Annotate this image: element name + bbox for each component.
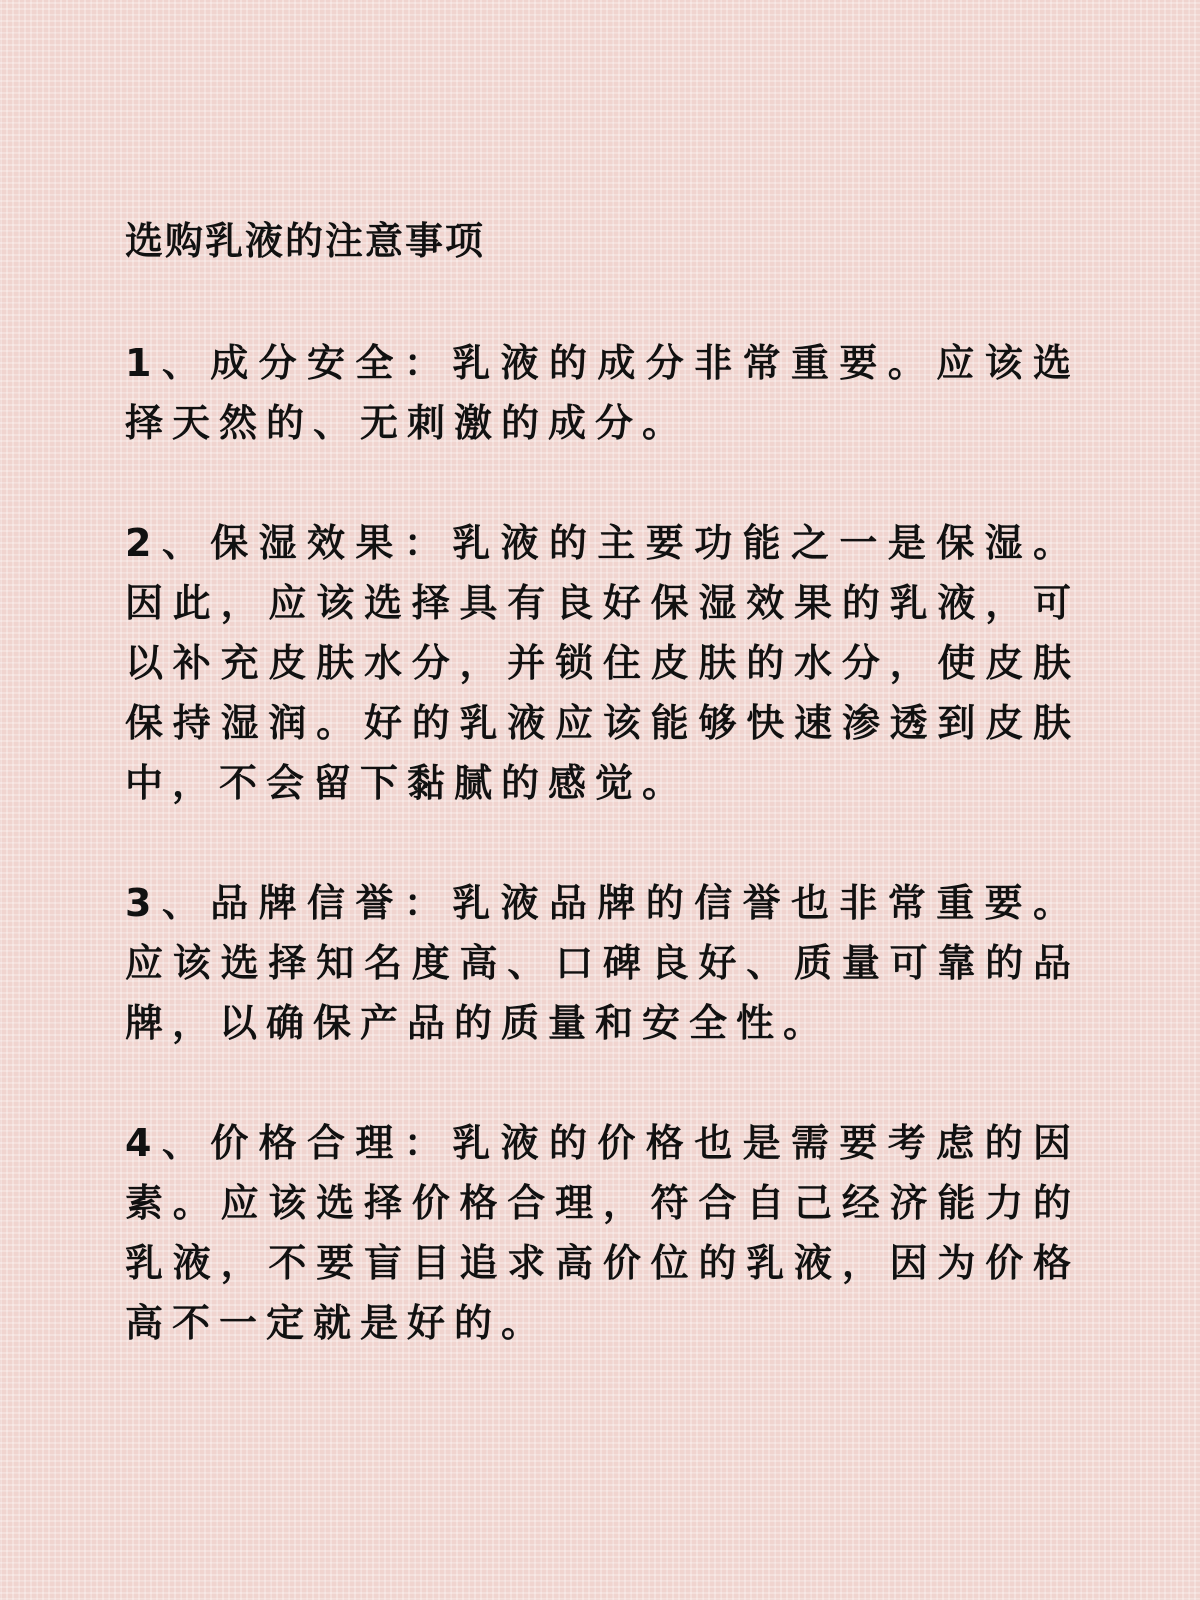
tip-reasonable-price: 4、价格合理：乳液的价格也是需要考虑的因素。应该选择价格合理，符合自己经济能力的乳液，不要盲目追求高价位的乳液，因为价格高不一定就是好的。 bbox=[125, 1121, 1080, 1345]
tip-brand-reputation: 3、品牌信誉：乳液品牌的信誉也非常重要。应该选择知名度高、口碑良好、质量可靠的品牌，以确保产品的质量和安全性。 bbox=[125, 881, 1080, 1045]
document-body bbox=[125, 215, 1080, 1413]
tip-moisturizing-effect: 2、保湿效果：乳液的主要功能之一是保湿。因此，应该选择具有良好保湿效果的乳液，可以补充皮肤水分，并锁住皮肤的水分，使皮肤保持湿润。好的乳液应该能够快速渗透到皮肤中，不会留下黏腻的感觉。 bbox=[125, 521, 1080, 805]
page-title: 选购乳液的注意事项 bbox=[125, 219, 486, 263]
tip-ingredient-safety: 1、成分安全：乳液的成分非常重要。应该选择天然的、无刺激的成分。 bbox=[125, 341, 1080, 445]
